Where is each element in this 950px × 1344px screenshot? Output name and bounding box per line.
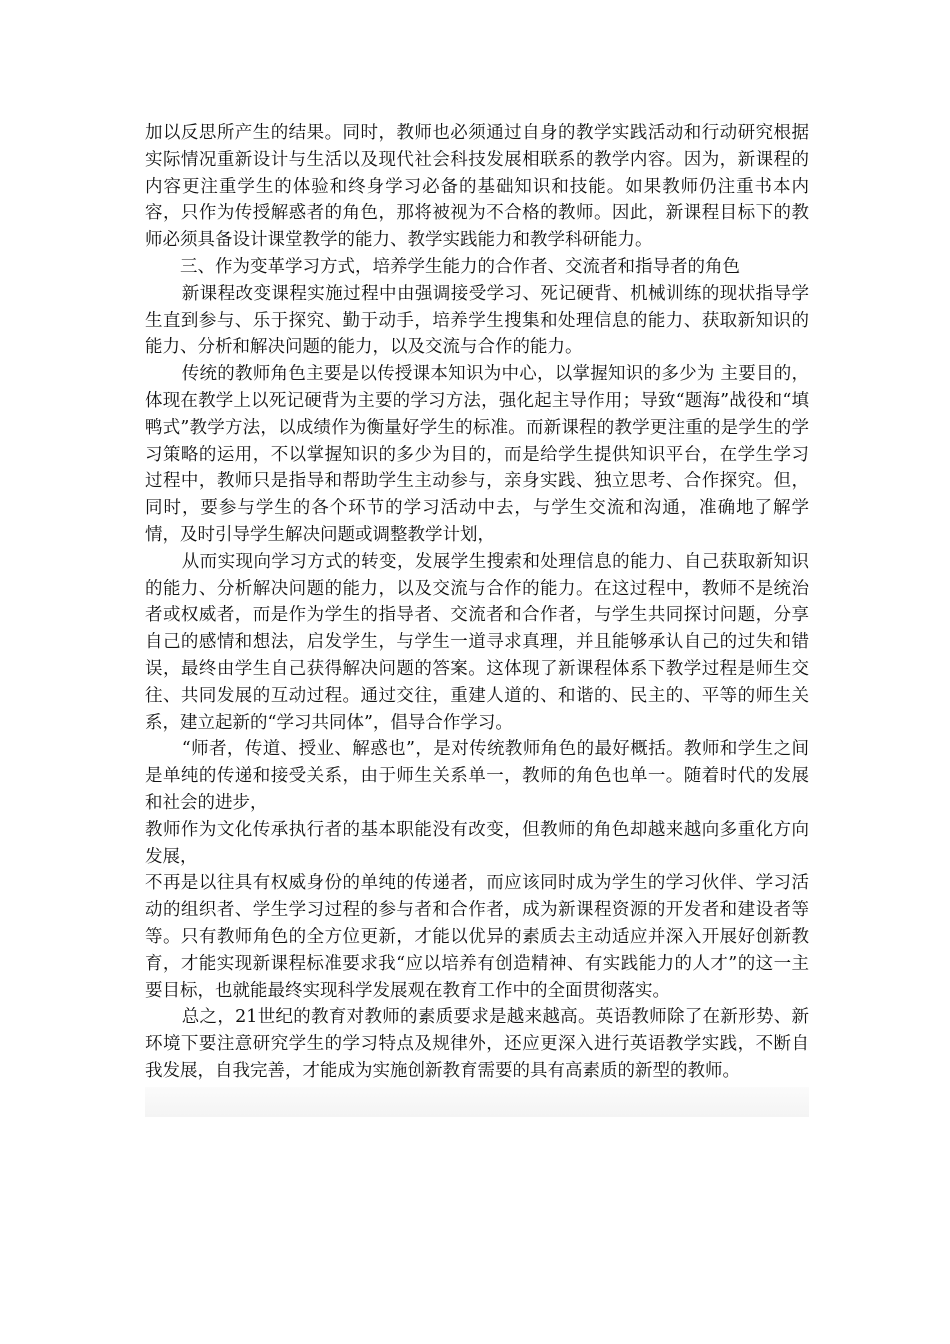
paragraph-new-curriculum: 新课程改变课程实施过程中由强调接受学习、死记硬背、机械训练的现状指导学生直到参与、乐于探究、勤于动手，培养学生搜集和处理信息的能力、获取新知识的能力、分析和解决问题的能力，以及交流与合作的能力。 xyxy=(145,283,809,358)
paragraph-conclusion: 总之，21世纪的教育对教师的素质要求是越来越高。英语教师除了在新形势、新环境下要注意研究学生的学习特点及规律外，还应更深入进行英语教学实践，不断自我发展，自我完善，才能成为实施创新教育需要的具有高素质的新型的教师。 xyxy=(145,1007,809,1081)
paragraph-learning-transformation: 从而实现向学习方式的转变，发展学生搜索和处理信息的能力、自己获取新知识的能力、分析解决问题的能力，以及交流与合作的能力。在这过程中，教师不是统治者或权威者，而是作为学生的指导者、交流者和合作者，与学生共同探讨问题，分享自己的感情和想法，启发学生，与学生一道寻求真理，并且能够承认自己的过失和错误，最终由学生自己获得解决问题的答案。这体现了新课程体系下教学过程是师生交往、共同发展的互动过程。通过交往，重建人道的、和谐的、民主的、平等的师生关系，建立起新的“学习共同体”，倡导合作学习。 xyxy=(145,551,809,733)
document-body xyxy=(145,120,809,1085)
paragraph-teacher-definition: “师者，传道、授业、解惑也”，是对传统教师角色的最好概括。教师和学生之间是单纯的传递和接受关系，由于师生关系单一，教师的角色也单一。随着时代的发展和社会的进步， xyxy=(145,739,809,813)
section-heading-three: 三、作为变革学习方式，培养学生能力的合作者、交流者和指导者的角色 xyxy=(180,256,740,277)
paragraph-teacher-function: 教师作为文化传承执行者的基本职能没有改变，但教师的角色却越来越向多重化方向发展， xyxy=(145,819,809,867)
paragraph-teacher-multiple-roles: 不再是以往具有权威身份的单纯的传递者，而应该同时成为学生的学习伙伴、学习活动的组织者、学生学习过程的参与者和合作者，成为新课程资源的开发者和建设者等等。只有教师角色的全方位更新，才能以优异的素质去主动适应并深入开展好创新教育，才能实现新课程标准要求我“应以培养有创造精神、有实践能力的人才”的这一主要目标，也就能最终实现科学发展观在教育工作中的全面贯彻落实。 xyxy=(145,873,809,1001)
paragraph-traditional-role: 传统的教师角色主要是以传授课本知识为中心，以掌握知识的多少为 主要目的，体现在教学上以死记硬背为主要的学习方法，强化起主导作用；导致“题海”战役和“填鸭式”教学方法，以成绩作为衡量好学生的标准。而新课程的教学更注重的是学生的学习策略的运用，不以掌握知识的多少为目的，而是给学生提供知识平台，在学生学习过程中，教师只是指导和帮助学生主动参与，亲身实践、独立思考、合作探究。但，同时，要参与学生的各个环节的学习活动中去，与学生交流和沟通，准确地了解学情，及时引导学生解决问题或调整教学计划， xyxy=(145,364,809,545)
paragraph-continuation: 加以反思所产生的结果。同时，教师也必须通过自身的教学实践活动和行动研究根据实际情况重新设计与生活以及现代社会科技发展相联系的教学内容。因为，新课程的内容更注重学生的体验和终身学习必备的基础知识和技能。如果教师仍注重书本内容，只作为传授解惑者的角色，那将被视为不合格的教师。因此，新课程目标下的教师必须具备设计课堂教学的能力、教学实践能力和教学科研能力。 xyxy=(145,123,809,251)
page-footer-band xyxy=(145,1087,809,1117)
